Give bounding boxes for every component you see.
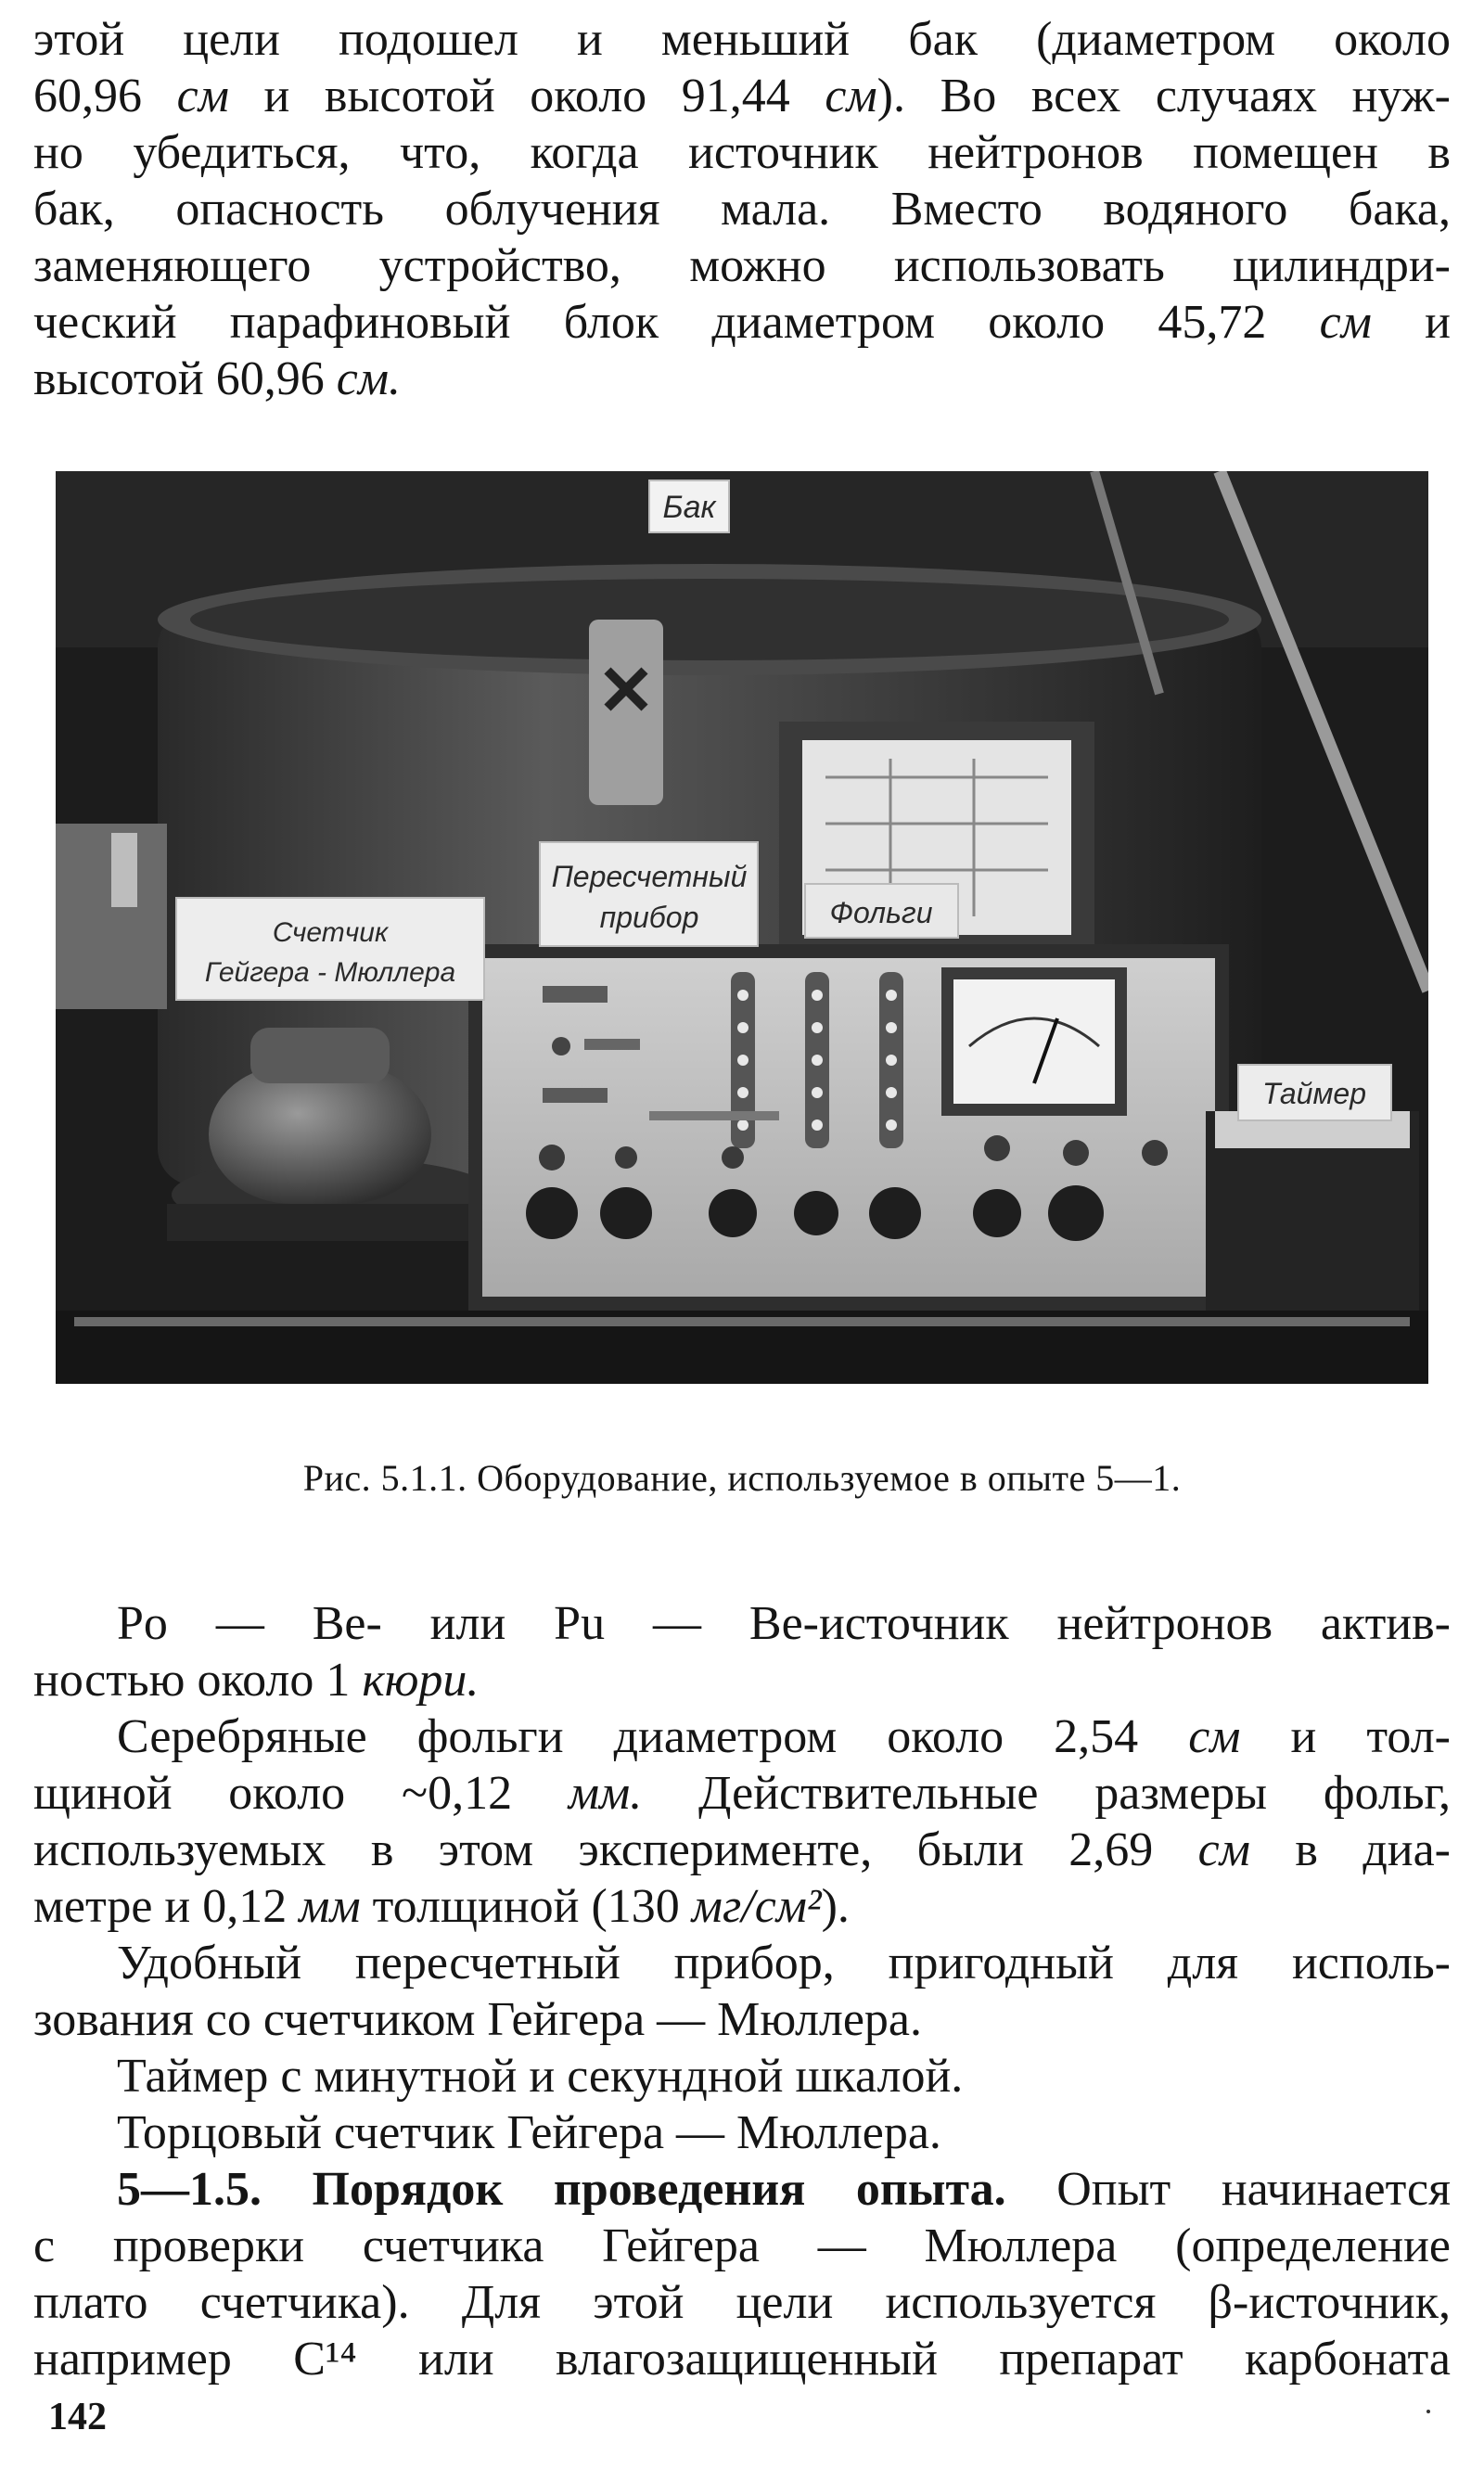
svg-text:Пересчетный: Пересчетный: [551, 860, 748, 893]
svg-text:Таймер: Таймер: [1262, 1077, 1366, 1110]
svg-text:Бак: Бак: [662, 490, 716, 525]
text-line: ностью около 1 кюри.: [33, 1654, 480, 1707]
svg-text:Счетчик: Счетчик: [272, 917, 389, 948]
text-line: Po — Be- или Pu — Be-источник нейтронов актив-: [117, 1597, 1451, 1650]
section-heading-line: 5—1.5. Порядок проведения опыта. Опыт начинается: [117, 2163, 1451, 2216]
label-geiger-counter: [176, 898, 484, 1000]
svg-text:Гейгера - Мюллера: Гейгера - Мюллера: [204, 957, 456, 988]
text-line: ческий парафиновый блок диаметром около 45,72 см и: [33, 296, 1451, 349]
text-line: бак, опасность облучения мала. Вместо водяного бака,: [33, 183, 1451, 236]
print-speck: [1426, 2410, 1430, 2413]
text-line: заменяющего устройство, можно использовать цилиндри-: [33, 239, 1451, 292]
text-line: высотой 60,96 см.: [33, 352, 402, 405]
text-line: например C¹⁴ или влагозащищенный препарат карбоната: [33, 2333, 1451, 2386]
text-line: с проверки счетчика Гейгера — Мюллера (определение: [33, 2220, 1451, 2272]
text-line: используемых в этом эксперименте, были 2,69 см в диа-: [33, 1823, 1451, 1876]
text-line: но убедиться, что, когда источник нейтронов помещен в: [33, 126, 1451, 179]
label-foils: [805, 884, 958, 938]
text-line: 60,96 см и высотой около 91,44 см). Во всех случаях нуж-: [33, 70, 1451, 122]
page-number: 142: [48, 2396, 107, 2438]
figure-caption: Рис. 5.1.1. Оборудование, используемое в опыте 5—1.: [302, 1457, 1182, 1499]
text-line: Таймер с минутной и секундной шкалой.: [117, 2050, 964, 2103]
label-timer: [1238, 1065, 1391, 1120]
counter-panel: [468, 944, 1229, 1315]
text-line: Торцовый счетчик Гейгера — Мюллера.: [117, 2106, 941, 2159]
label-counter: [540, 842, 758, 946]
svg-text:прибор: прибор: [599, 901, 699, 934]
text-line: этой цели подошел и меньший бак (диаметром около: [33, 13, 1451, 66]
text-line: Серебряные фольги диаметром около 2,54 см и тол-: [117, 1710, 1451, 1763]
section-heading: 5—1.5. Порядок проведения опыта.: [117, 2163, 1006, 2216]
text-line: Удобный пересчетный прибор, пригодный для исполь-: [117, 1937, 1451, 1989]
body-text: [33, 1595, 1451, 2387]
text-line: щиной около ~0,12 мм. Действительные размеры фольг,: [33, 1767, 1451, 1820]
svg-text:Фольги: Фольги: [829, 896, 933, 929]
text-line: плато счетчика). Для этой цели используется β-источник,: [33, 2276, 1451, 2329]
label-tank: [649, 480, 729, 532]
text-line: зования со счетчиком Гейгера — Мюллера.: [33, 1993, 923, 2046]
text-line: метре и 0,12 мм толщиной (130 мг/см²).: [33, 1880, 850, 1933]
equipment-photo: [56, 471, 1428, 1384]
top-paragraph: [33, 11, 1451, 407]
